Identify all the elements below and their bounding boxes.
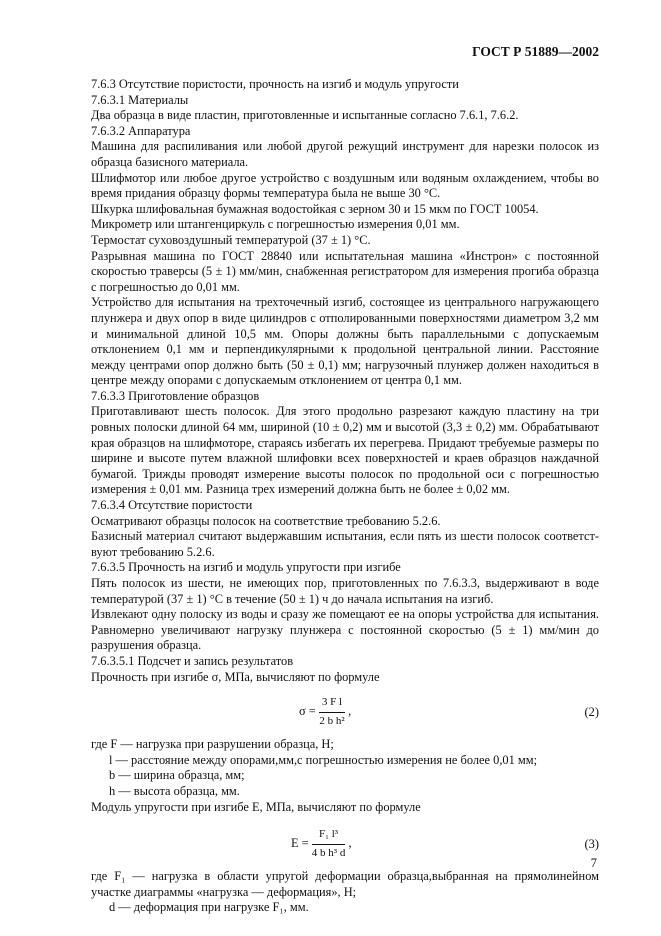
paragraph: Микрометр или штангенциркуль с погрешностью измерения 0,01 мм. (91, 217, 460, 232)
paragraph: Шкурка шлифовальная бумажная водостойкая с зерном 30 и 15 мкм по ГОСТ 10054. (91, 201, 539, 216)
paragraph: Пять полосок из шести, не имеющих пор, приготовленных по 7.6.3.3, выдерживают в воде температурой (37 ± 1) °С в течение (50 ± 1) ч до начала испытания на изгиб. (91, 576, 599, 606)
formula-2-numerator: 3 F l (319, 695, 345, 713)
paragraph: Разрывная машина по ГОСТ 28840 или испытательная машина «Инстрон» с постоянной скоростью траверсы (5 ± 1) мм/мин, снабженная регистратором для измерения прогиба образца с погрешностью до 0,01 мм. (91, 248, 599, 294)
legend-item: b — ширина образца, мм; (109, 768, 245, 783)
legend-item: l — расстояние между опорами,мм,с погрешностью измерения не более 0,01 мм; (109, 752, 538, 767)
paragraph: Термостат суховоздушный температурой (37 ± 1) °С. (91, 232, 371, 247)
formula-3-denominator: 4 b h³ d (311, 846, 346, 859)
heading-7-6-3-1: 7.6.3.1 Материалы (91, 92, 189, 107)
legend-item: где F₁ — нагрузка в области упругой деформации образца,выбранная на прямолинейном участке диаграммы «нагрузка — деформация», Н; (91, 869, 599, 899)
paragraph: Приготавливают шесть полосок. Для этого продольно разрезают каждую пластину на три ровных полоски длиной 64 мм, шириной (10 ± 0,2) мм и высотой (3,3 ± 0,2) мм. Обрабатывают края образцов на шлифмоторе, стараясь избегать их перегрева. Придают требуемые размеры по ширине и высоте путем влажной шлифовки всех поверхностей и краев образцов наждачной бумагой. Трижды проводят измерение высоты полосок по продольной оси с погрешностью измерения ± 0,01 мм. Разница трех измерений должна быть не более ± 0,02 мм. (91, 404, 599, 497)
paragraph: Устройство для испытания на трехточечный изгиб, состоящее из центрального нагружающего плунжера и двух опор в виде цилиндров с отполированными поверхностями диаметром 3,2 мм и минимальной длиной 10,5 мм. Опоры должны быть параллельными с допускаемым отклонением 0,1 мм и перпендикулярными к продольной центральной линии. Расстояние между центрами опор должно быть (50 ± 0,1) мм; нагрузочный плунжер должен находиться в центре между опорами с допускаемым отклонением от центра 0,1 мм. (91, 295, 599, 388)
legend-item: d — деформация при нагрузке F₁, мм. (109, 900, 309, 915)
page-body (91, 77, 599, 916)
legend-item: h — высота образца, мм. (109, 783, 240, 798)
formula-2-fraction (319, 695, 345, 729)
heading-7-6-3-5: 7.6.3.5 Прочность на изгиб и модуль упругости при изгибе (91, 560, 401, 575)
paragraph: Базисный материал считают выдержавшим испытания, если пять из шести полосок соответст-вуют требованию 5.2.6. (91, 529, 599, 559)
paragraph: Модуль упругости при изгибе E, МПа, вычисляют по формуле (91, 799, 421, 814)
formula-2-denominator: 2 b h² (319, 714, 345, 727)
formula-3-expression (291, 827, 352, 861)
formula-3-lhs: E = (291, 836, 309, 851)
formula-3-number: (3) (584, 837, 599, 852)
heading-7-6-3-2: 7.6.3.2 Аппаратура (91, 123, 191, 138)
formula-3-numerator: F₁ l³ (312, 827, 346, 845)
formula-2 (91, 695, 599, 729)
heading-7-6-3-3: 7.6.3.3 Приготовление образцов (91, 388, 260, 403)
document-id: ГОСТ Р 51889—2002 (472, 44, 599, 59)
formula-3 (91, 827, 599, 861)
formula-2-lhs: σ = (299, 704, 316, 719)
formula-3-fraction (312, 827, 346, 861)
heading-7-6-3-4: 7.6.3.4 Отсутствие пористости (91, 498, 253, 513)
formula-2-number: (2) (584, 705, 599, 720)
legend-item: где F — нагрузка при разрушении образца, Н; (91, 737, 334, 752)
heading-7-6-3-5-1: 7.6.3.5.1 Подсчет и запись результатов (91, 653, 294, 668)
formula-3-tail: , (348, 836, 352, 851)
page-number: 7 (590, 856, 597, 870)
formula-2-expression (299, 695, 351, 729)
heading-7-6-3: 7.6.3 Отсутствие пористости, прочность на изгиб и модуль упругости (91, 77, 459, 91)
formula-2-tail: , (348, 704, 352, 719)
paragraph: Шлифмотор или любое другое устройство с воздушным или водяным охлаждением, чтобы во время придания образцу формы температура была не выше 30 °С. (91, 170, 599, 201)
paragraph: Осматривают образцы полосок на соответствие требованию 5.2.6. (91, 513, 441, 528)
paragraph: Два образца в виде пластин, приготовленные и испытанные согласно 7.6.1, 7.6.2. (91, 108, 519, 123)
paragraph: Машина для распиливания или любой другой режущий инструмент для нарезки полосок из образца базисного материала. (91, 139, 599, 169)
paragraph: Извлекают одну полоску из воды и сразу же помещают ее на опоры устройства для испытания. Равномерно увеличивают нагрузку плунжера с постоянной скоростью (5 ± 1) мм/мин до разрушения образца. (91, 607, 599, 653)
paragraph: Прочность при изгибе σ, МПа, вычисляют по формуле (91, 669, 380, 684)
